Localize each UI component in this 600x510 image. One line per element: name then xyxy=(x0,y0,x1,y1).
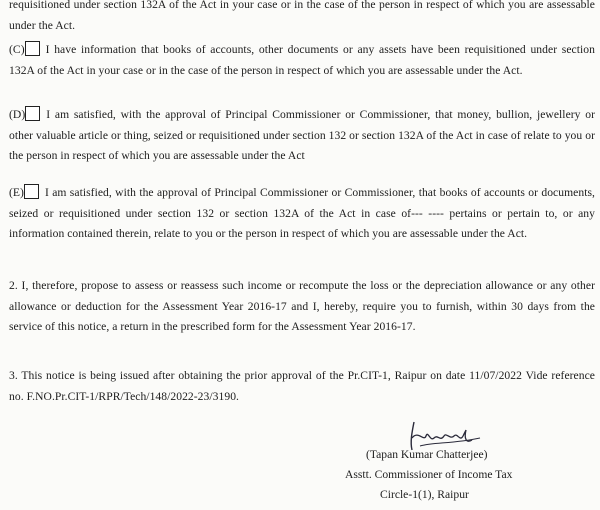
signatory-designation: Asstt. Commissioner of Income Tax xyxy=(345,468,513,481)
paragraph-2: 2. I, therefore, propose to assess or reassess such income or recompute the loss or the depreciation allowance or any other allowance or deduction for the Assessment Year 2016-17 and I, hereby, require you to furnish, within 30 days from the service of this notice, a return in the prescribed form for the Assessment Year 2016-17. xyxy=(9,279,595,333)
signatory-office: Circle-1(1), Raipur xyxy=(380,488,469,501)
item-c xyxy=(9,40,595,81)
item-e xyxy=(9,183,595,245)
item-c-text: I have information that books of accounts, other documents or any assets have been requisitioned under section 132A of the Act in your case or in the case of the person in respect of which you are assessable under the Act. xyxy=(9,43,595,77)
paragraph-3: 3. This notice is being issued after obtaining the prior approval of the Pr.CIT-1, Raipur on date 11/07/2022 Vide reference no. F.NO.Pr.CIT-1/RPR/Tech/148/2022-23/3190. xyxy=(9,369,595,403)
item-d-label: (D) xyxy=(9,108,26,121)
item-e-label: (E) xyxy=(9,186,24,199)
item-c-checkbox[interactable] xyxy=(25,41,40,56)
paragraph-continuation: requisitioned under section 132A of the Act in your case or in the case of the person in respect of which you are assessable under the Act. xyxy=(9,0,595,32)
item-d-checkbox[interactable] xyxy=(25,106,40,121)
item-c-label: (C) xyxy=(9,43,25,56)
item-d xyxy=(9,105,595,167)
item-e-checkbox[interactable] xyxy=(24,184,39,199)
item-d-text: I am satisfied, with the approval of Principal Commissioner or Commissioner, that money, bullion, jewellery or other valuable article or thing, seized or requisitioned under section 132 or section 132A of the Act in case of relate to you or the person in respect of which you are assessable under the Act xyxy=(9,108,595,162)
item-e-text: I am satisfied, with the approval of Principal Commissioner or Commissioner, that books of accounts or documents, seized or requisitioned under section 132 or section 132A of the Act in case of--- ---- pertains or pertain to, or any information contained therein, relate to you or the person in respect of which you are assessable under the Act. xyxy=(9,186,595,240)
signatory-name: (Tapan Kumar Chatterjee) xyxy=(366,448,488,461)
